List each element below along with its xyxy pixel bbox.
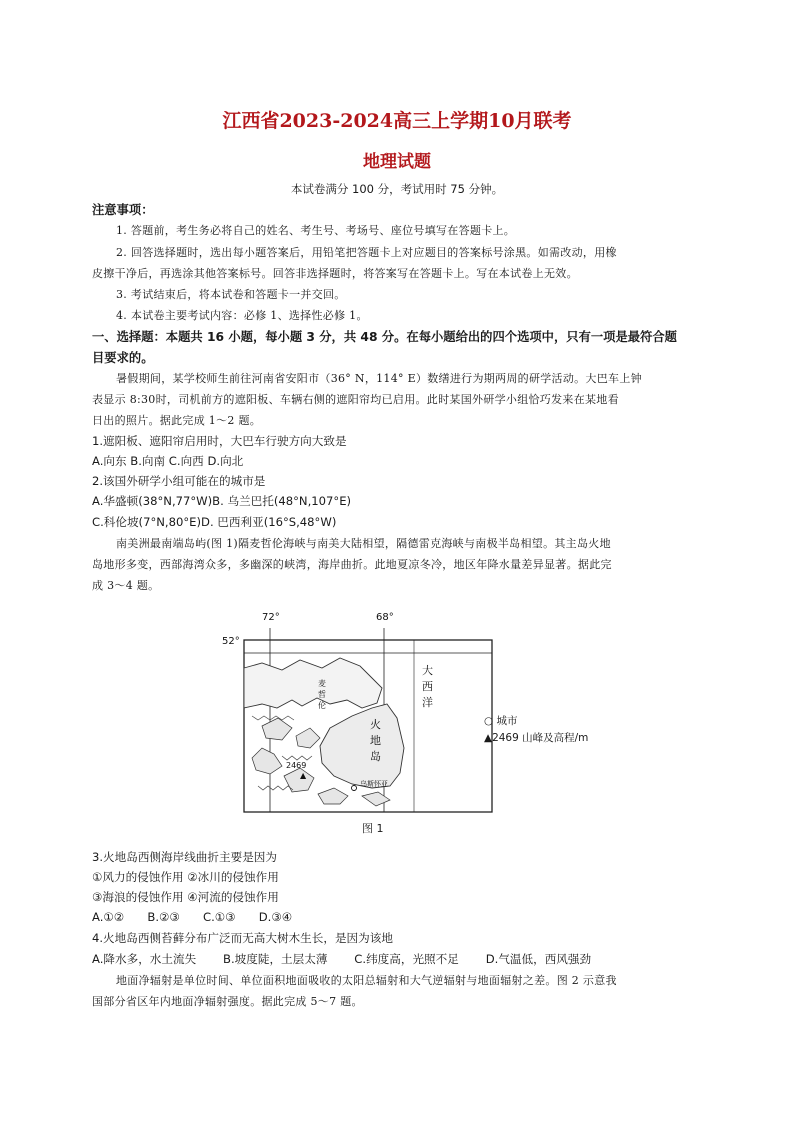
- lon-68-label: 68°: [376, 612, 394, 623]
- section1-heading-a: 一、选择题：本题共 16 小题，每小题 3 分，共 48 分。在每小题给出的四个选项中，只有一项是最符合题: [92, 330, 677, 344]
- q2-options-b: C.科伦坡(7°N,80°E)D. 巴西利亚(16°S,48°W): [92, 515, 337, 529]
- q1-options: A.向东 B.向南 C.向西 D.向北: [92, 454, 244, 468]
- q4-stem: 4.火地岛西侧苔藓分布广泛而无高大树木生长，是因为该地: [92, 931, 393, 945]
- section1-heading-b: 目要求的。: [92, 351, 154, 365]
- q4-options: A.降水多，水土流失 B.坡度陡，土层太薄 C.纬度高，光照不足 D.气温低，西风强劲: [92, 952, 592, 966]
- peak-marker: ▲: [300, 771, 307, 780]
- ocean-label-2: 西: [422, 680, 433, 693]
- q3-option-a: ①风力的侵蚀作用 ②冰川的侵蚀作用: [92, 870, 279, 884]
- peak-label: 2469: [286, 761, 307, 770]
- passage1-line1: 暑假期间，某学校师生前往河南省安阳市（36° N，114° E）数缮进行为期两周的研学活动。大巴车上钟: [116, 372, 642, 385]
- exam-info: 本试卷满分 100 分，考试用时 75 分钟。: [290, 182, 504, 196]
- legend-city-label: 城市: [496, 715, 518, 727]
- legend-city: [484, 713, 518, 728]
- strait-label-2: 哲: [318, 690, 326, 699]
- islet: [284, 768, 314, 792]
- strait-label-1: 麦: [318, 679, 326, 688]
- islet: [252, 748, 282, 774]
- ocean-label-3: 洋: [422, 696, 433, 709]
- island-label-3: 岛: [370, 750, 381, 763]
- figure1-map: [222, 608, 522, 838]
- note-4: 4. 本试卷主要考试内容：必修 1、选择性必修 1。: [116, 309, 368, 322]
- islet: [318, 788, 348, 804]
- strait-label-3: 伦: [318, 701, 326, 710]
- passage3-line2: 国部分省区年内地面净辐射强度。据此完成 5～7 题。: [92, 995, 363, 1008]
- city-marker: [352, 786, 357, 791]
- lon-72-label: 72°: [262, 612, 280, 623]
- fuego-island: [320, 704, 404, 788]
- q3-option-b: ③海浪的侵蚀作用 ④河流的侵蚀作用: [92, 890, 279, 904]
- subject-title: 地理试题: [363, 152, 431, 172]
- notes-heading: 注意事项：: [92, 203, 154, 217]
- figure1-caption: 图 1: [362, 822, 384, 835]
- note-3: 3. 考试结束后，将本试卷和答题卡一并交回。: [116, 288, 346, 301]
- exam-title: 江西省2023-2024高三上学期10月联考: [222, 110, 572, 132]
- note-2b: 皮擦干净后，再选涂其他答案标号。回答非选择题时，将答案写在答题卡上。写在本试卷上无效。: [92, 267, 578, 280]
- passage1-line2: 表显示 8:30时，司机前方的遮阳板、车辆右侧的遮阳帘均已启用。此时某国外研学小组恰巧发来在某地看: [92, 393, 619, 406]
- note-1: 1. 答题前，考生务必将自己的姓名、考生号、考场号、座位号填写在答题卡上。: [116, 224, 516, 237]
- island-label-2: 地: [370, 734, 381, 747]
- q1-stem: 1.遮阳板、遮阳帘启用时，大巴车行驶方向大致是: [92, 434, 347, 448]
- island-label-1: 火: [370, 718, 381, 731]
- city-label: 乌斯怀亚: [360, 780, 388, 788]
- q3-stem: 3.火地岛西侧海岸线曲折主要是因为: [92, 850, 277, 864]
- fjord-coast: [252, 716, 294, 720]
- q2-options-a: A.华盛顿(38°N,77°W)B. 乌兰巴托(48°N,107°E): [92, 494, 352, 508]
- q3-choices: A.①② B.②③ C.①③ D.③④: [92, 910, 293, 924]
- fjord-coast: [282, 756, 312, 760]
- lat-52-label: 52°: [222, 636, 240, 647]
- passage2-line2: 岛地形多变，西部海湾众多，多幽深的峡湾，海岸曲折。此地夏凉冬冷，地区年降水量差异显著。据此完: [92, 558, 612, 571]
- mainland-coast: [244, 658, 382, 708]
- islet: [296, 728, 320, 748]
- q2-stem: 2.该国外研学小组可能在的城市是: [92, 474, 266, 488]
- islet: [262, 718, 292, 740]
- passage2-line3: 成 3～4 题。: [92, 579, 160, 592]
- islet: [362, 792, 390, 806]
- note-2a: 2. 回答选择题时，选出每小题答案后，用铅笔把答题卡上对应题目的答案标号涂黑。如需改动，用橡: [116, 246, 617, 259]
- passage3-line1: 地面净辐射是单位时间、单位面积地面吸收的太阳总辐射和大气逆辐射与地面辐射之差。图 2 示意我: [116, 974, 617, 987]
- passage1-line3: 日出的照片。据此完成 1～2 题。: [92, 414, 262, 427]
- ocean-label-1: 大: [422, 664, 433, 677]
- legend-peak: ▲2469 山峰及高程/m: [484, 732, 589, 744]
- passage2-line1: 南美洲最南端岛屿(图 1)隔麦哲伦海峡与南美大陆相望，隔德雷克海峡与南极半岛相望。其主岛火地: [116, 537, 611, 550]
- city-symbol-icon: ○: [484, 715, 494, 727]
- fjord-coast: [258, 786, 293, 790]
